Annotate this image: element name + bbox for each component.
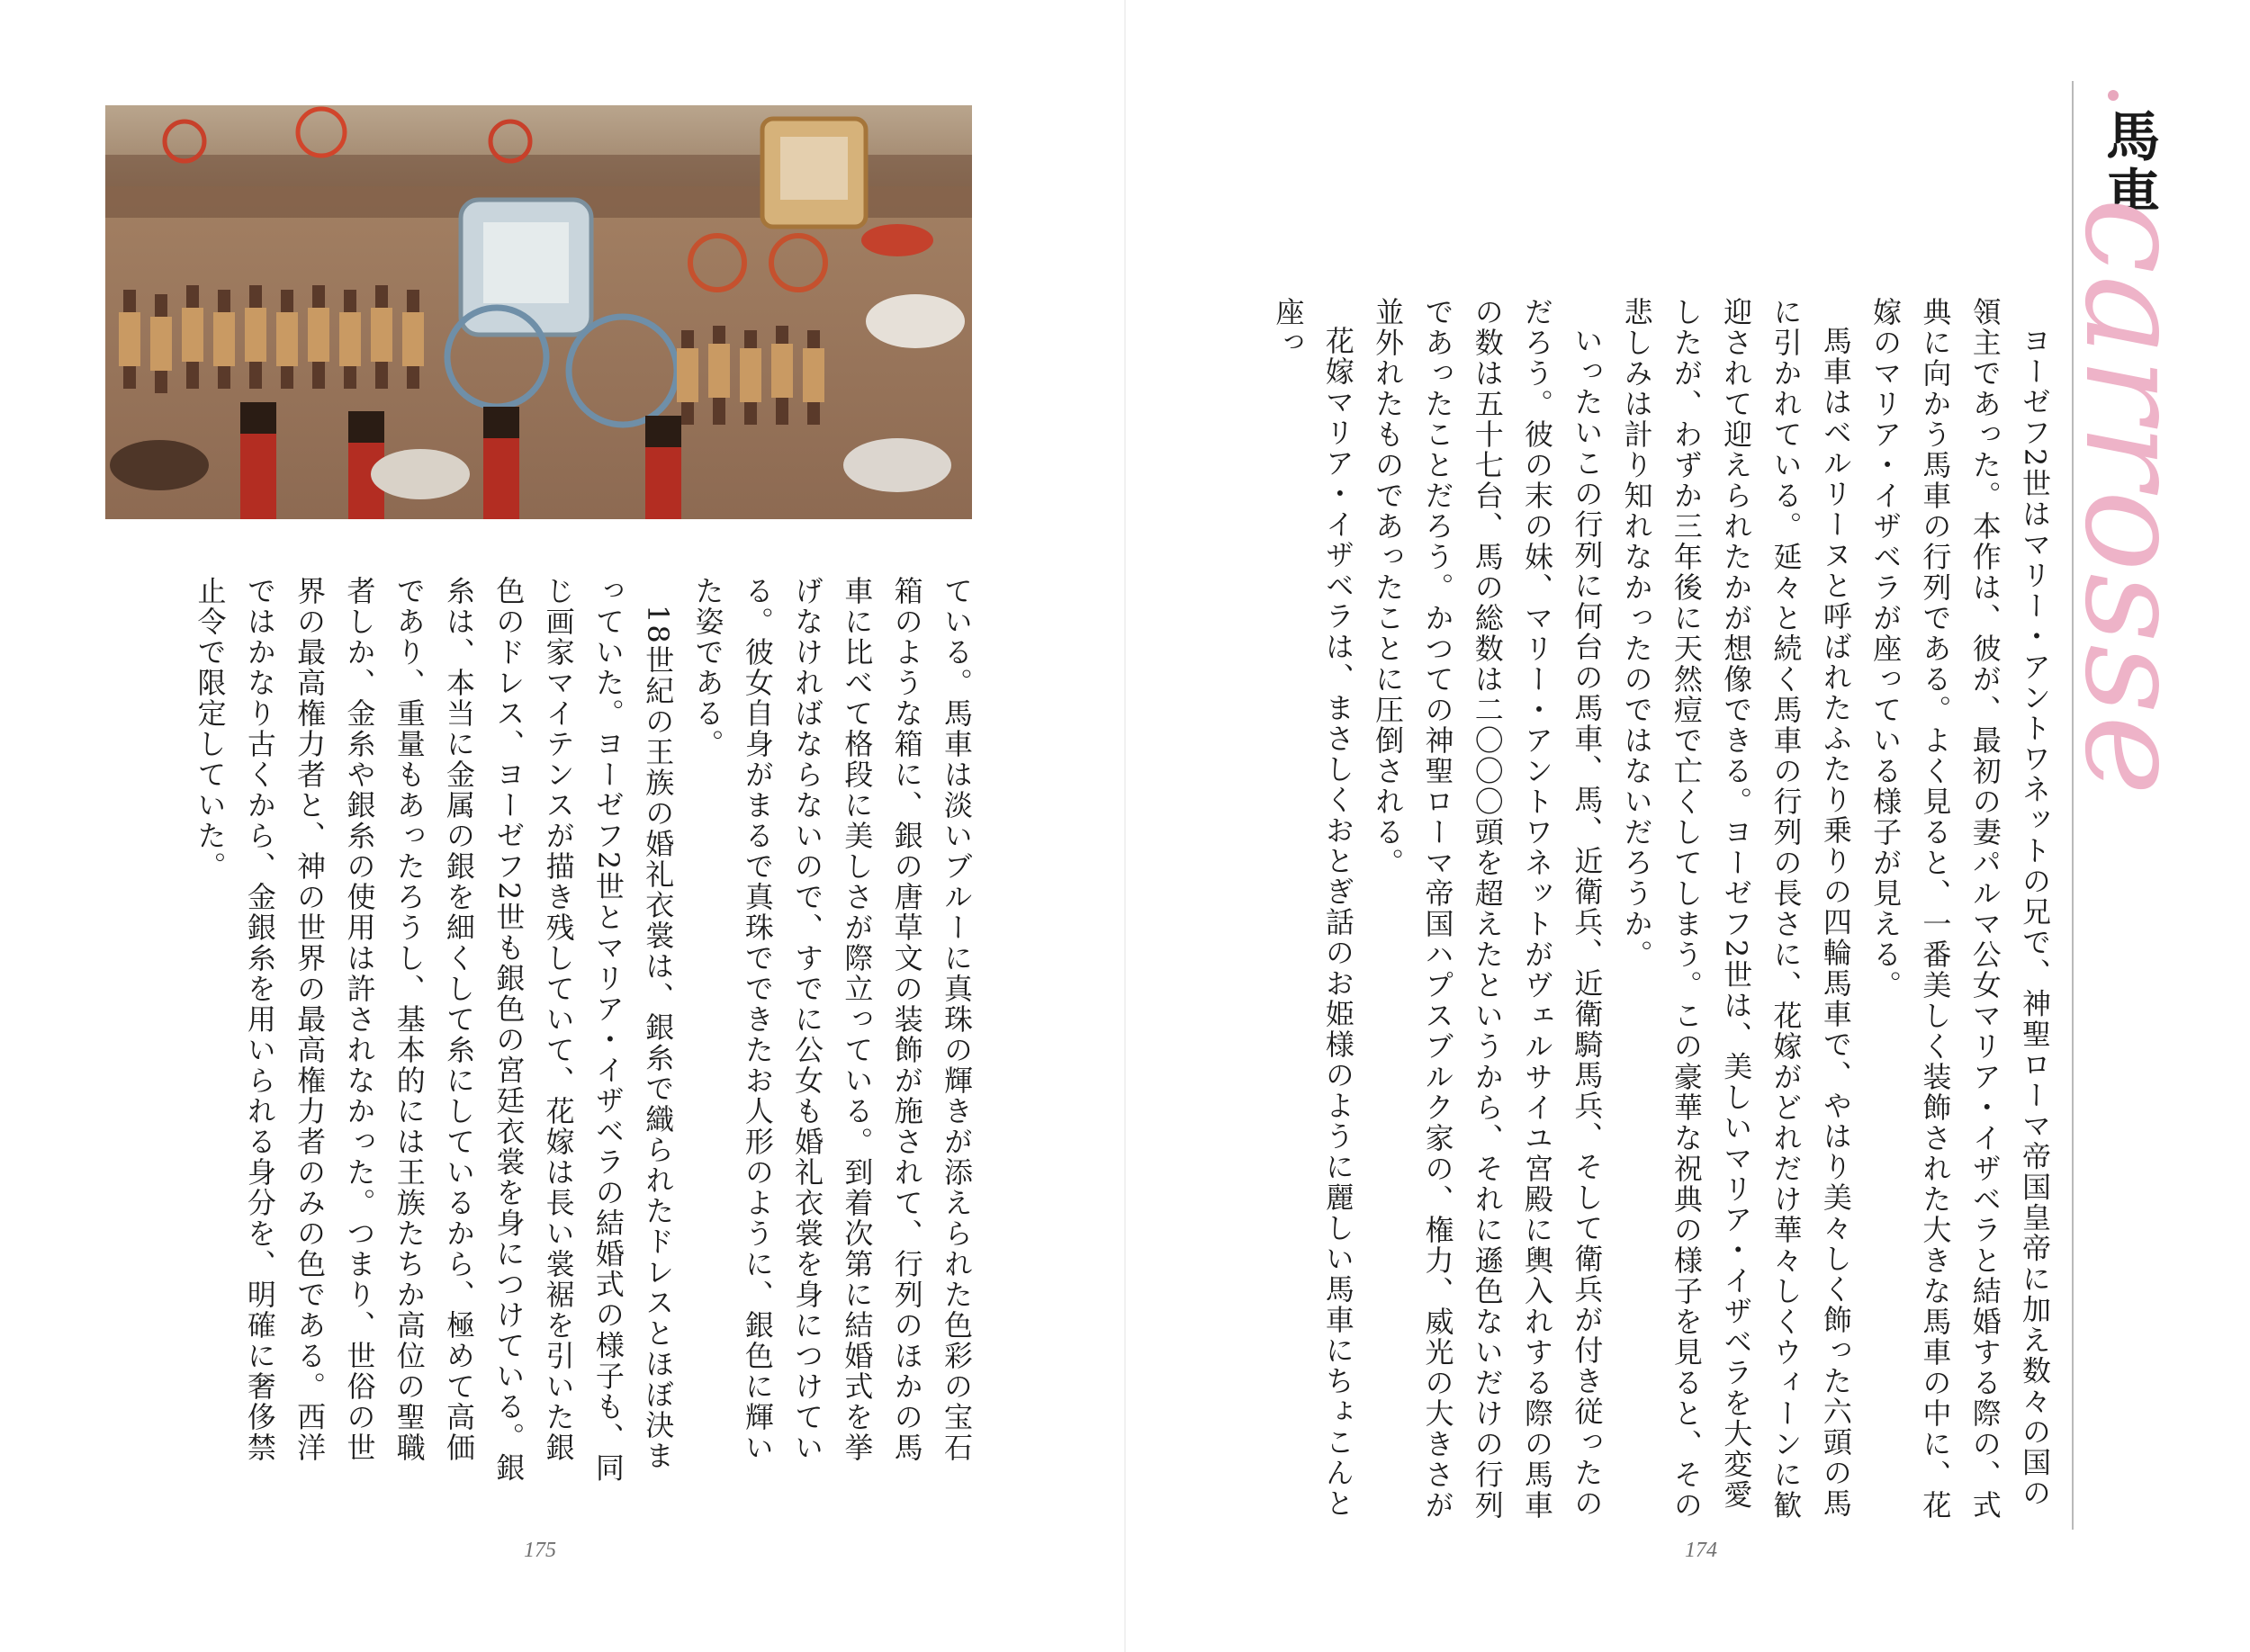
paragraph: 花嫁マリア・イザベラは、まさしくおとぎ話のお姫様のように麗しい馬車にちょこんと座っ [1271,297,1355,1519]
section-title: 馬車 [2097,108,2160,223]
paragraph: ている。馬車は淡いブルーに真珠の輝きが添えられた色彩の宝石箱のような箱に、銀の唐草文の装飾が施されて、行列のほかの馬車に比べて格段に美しさが際立っている。到着次第に結婚式を挙げなければならないので、すでに公女も婚礼衣裳を身につけている。彼女自身がまるで真珠でできたお人形のように、銀色に輝いた姿である。 [690,576,974,1463]
page-number: 174 [1685,1539,1717,1562]
procession-painting [105,105,972,519]
right-body-text [1271,297,2059,1521]
left-body-text [193,576,981,1485]
paragraph: 馬車はベルリーヌと呼ばれたふたり乗りの四輪馬車で、やはり美々しく飾った六頭の馬に引かれている。延々と続く馬車の行列の長さに、花嫁がどれだけ華々しくウィーンに歓迎されて迎えられたかが想像できる。ヨーゼフ2世は、美しいマリア・イザベラを大変愛したが、わずか三年後に天然痘で亡くしてしまう。この豪華な祝典の様子を見ると、その悲しみは計り知れなかったのではないだろうか。 [1619,297,1853,1521]
gutter [1124,0,1126,1652]
paragraph: いったいこの行列に何台の馬車、馬、近衛兵、近衛騎馬兵、そして衛兵が付き従ったのだろう。彼の末の妹、マリー・アントワネットがヴェルサイユ宮殿に輿入れする際の馬車の数は五十七台、馬の総数は二〇〇〇頭を超えたというから、それに遜色ないだけの行列であったことだろう。かつての神聖ローマ帝国ハプスブルク家の、権力、威光の大きさが並外れたものであったことに圧倒される。 [1371,297,1605,1521]
paragraph: 18世紀の王族の婚礼衣裳は、銀糸で織られたドレスとほぼ決まっていた。ヨーゼフ2世とマリア・イザベラの結婚式の様子も、同じ画家マイテンスが描き残していて、花嫁は長い裳裾を引いた銀色のドレス、ヨーゼフ2世も銀色の宮廷衣裳を身につけている。銀糸は、本当に金属の銀を細くして糸にしているから、極めて高価であり、重量もあったろうし、基本的には王族たちか高位の聖職者しか、金糸や銀糸の使用は許されなかった。つまり、世俗の世界の最高権力者と、神の世界の最高権力者のみの色である。西洋ではかなり古くから、金銀糸を用いられる身分を、明確に奢侈禁止令で限定していた。 [193,576,676,1484]
paragraph: ヨーゼフ2世はマリー・アントワネットの兄で、神聖ローマ帝国皇帝に加え数々の国の領主であった。本作は、彼が、最初の妻パルマ公女マリア・イザベラと結婚する際の、式典に向かう馬車の行列である。よく見ると、一番美しく装飾された大きな馬車の中に、花嫁のマリア・イザベラが座っている様子が見える。 [1868,297,2052,1521]
bullet-icon [2108,90,2119,101]
section-title-latin: carrosse [2055,198,2211,797]
page-number: 175 [524,1539,556,1562]
